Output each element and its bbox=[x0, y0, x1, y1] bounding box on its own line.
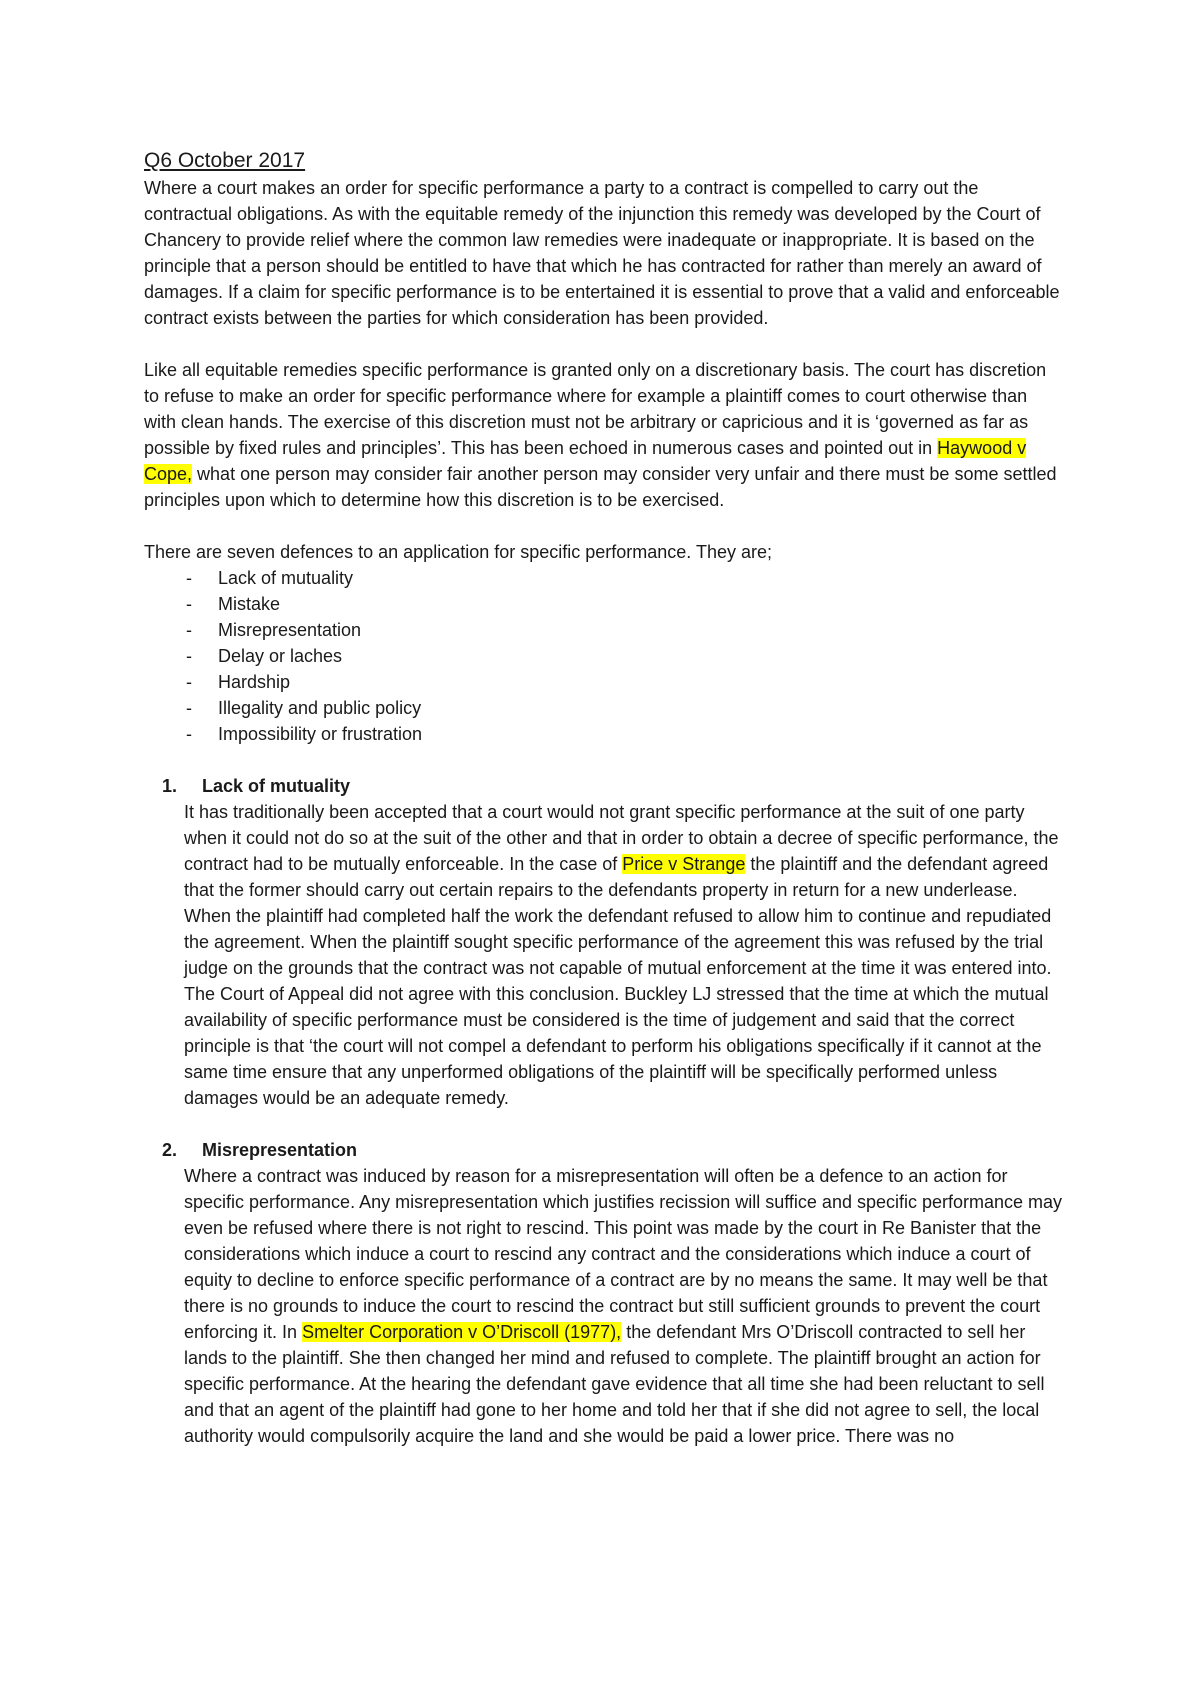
misrepresentation-paragraph bbox=[184, 1163, 1064, 1449]
list-item: - Mistake bbox=[144, 591, 1064, 617]
intro-paragraph: Where a court makes an order for specific performance a party to a contract is compelled to carry out the contractual obligations. As with the equitable remedy of the injunction this remedy was developed by the Court of Chancery to provide relief where the common law remedies were inadequate or inappropriate. It is based on the principle that a person should be entitled to have that which he has contracted for rather than merely an award of damages. If a claim for specific performance is to be entertained it is essential to prove that a valid and enforceable contract exists between the parties for which consideration has been provided. bbox=[144, 178, 1060, 328]
section-body-mutuality bbox=[184, 799, 1064, 1111]
paragraph-gap bbox=[144, 1111, 1064, 1137]
section-number: 1. bbox=[162, 776, 178, 796]
defences-list bbox=[144, 565, 1064, 747]
defences-intro: There are seven defences to an application for specific performance. They are; bbox=[144, 542, 773, 562]
page-title: Q6 October 2017 bbox=[144, 149, 306, 172]
list-item: - Misrepresentation bbox=[144, 617, 1064, 643]
paragraph-gap bbox=[144, 747, 1064, 773]
case-highlight-price: Price v Strange bbox=[622, 854, 746, 874]
section-number: 2. bbox=[162, 1140, 178, 1160]
mutuality-paragraph-1 bbox=[184, 799, 1064, 981]
misrep-text-b: the defendant Mrs O’Driscoll contracted to sell her lands to the plaintiff. She then changed her mind and refused to complete. The plaintiff brought an action for specific performance. At the hearing the defendant gave evidence that all time she had been reluctant to sell and that an agent of the plaintiff had gone to her home and told her that if she did not agree to sell, the local authority would compulsorily acquire the land and she would be paid a lower price. There was no bbox=[184, 1322, 1045, 1446]
list-item: - Hardship bbox=[144, 669, 1064, 695]
discretion-paragraph bbox=[144, 357, 1064, 513]
section-heading-misrepresentation bbox=[144, 1137, 1064, 1163]
discretion-text-b: what one person may consider fair another person may consider very unfair and there must be some settled principles upon which to determine how this discretion is to be exercised. bbox=[144, 464, 1057, 510]
case-highlight-smelter: Smelter Corporation v O’Driscoll (1977), bbox=[302, 1322, 622, 1342]
section-title: Lack of mutuality bbox=[202, 776, 351, 796]
section-title: Misrepresentation bbox=[202, 1140, 358, 1160]
paragraph-gap bbox=[144, 513, 1064, 539]
section-heading-mutuality bbox=[144, 773, 1064, 799]
section-body-misrepresentation bbox=[184, 1163, 1064, 1449]
misrep-text-a: Where a contract was induced by reason for a misrepresentation will often be a defence to an action for specific performance. Any misrepresentation which justifies recission will suffice and specific performance may even be refused where there is not right to rescind. This point was made by the court in Re Banister that the considerations which induce a court to rescind any contract and the considerations which induce a court of equity to decline to enforce specific performance of a contract are by no means the same. It may well be that there is no grounds to induce the court to rescind the contract but still sufficient grounds to prevent the court enforcing it. In bbox=[184, 1166, 1063, 1342]
list-item: - Delay or laches bbox=[144, 643, 1064, 669]
list-item: - Lack of mutuality bbox=[144, 565, 1064, 591]
document-page bbox=[144, 148, 1064, 1449]
list-item: - Impossibility or frustration bbox=[144, 721, 1064, 747]
discretion-text-a: Like all equitable remedies specific performance is granted only on a discretionary basis. The court has discretion to refuse to make an order for specific performance where for example a plaintiff comes to court otherwise than with clean hands. The exercise of this discretion must not be arbitrary or capricious and it is ‘governed as far as possible by fixed rules and principles’. This has been echoed in numerous cases and pointed out in bbox=[144, 360, 1047, 458]
mutuality-text-a: It has traditionally been accepted that a court would not grant specific performance at the suit of one party when it could not do so at the suit of the other and that in order to obtain a decree of specific performance, the contract had to be mutually enforceable. In the case of bbox=[184, 802, 1059, 874]
mutuality-text-b: the plaintiff and the defendant agreed that the former should carry out certain repairs to the defendants property in return for a new underlease. When the plaintiff had completed half the work the defendant refused to allow him to continue and repudiated the agreement. When the plaintiff sought specific performance of the agreement this was refused by the trial judge on the grounds that the contract was not capable of mutual enforcement at the time it was entered into. bbox=[184, 854, 1052, 978]
list-item: - Illegality and public policy bbox=[144, 695, 1064, 721]
case-highlight-haywood: Haywood v Cope, bbox=[144, 438, 1027, 484]
paragraph-gap bbox=[144, 331, 1064, 357]
mutuality-paragraph-2: The Court of Appeal did not agree with this conclusion. Buckley LJ stressed that the time at which the mutual availability of specific performance must be considered is the time of judgement and said that the correct principle is that ‘the court will not compel a defendant to perform his obligations specifically if it cannot at the same time ensure that any unperformed obligations of the plaintiff will be specifically performed unless damages would be an adequate remedy. bbox=[184, 984, 1049, 1108]
